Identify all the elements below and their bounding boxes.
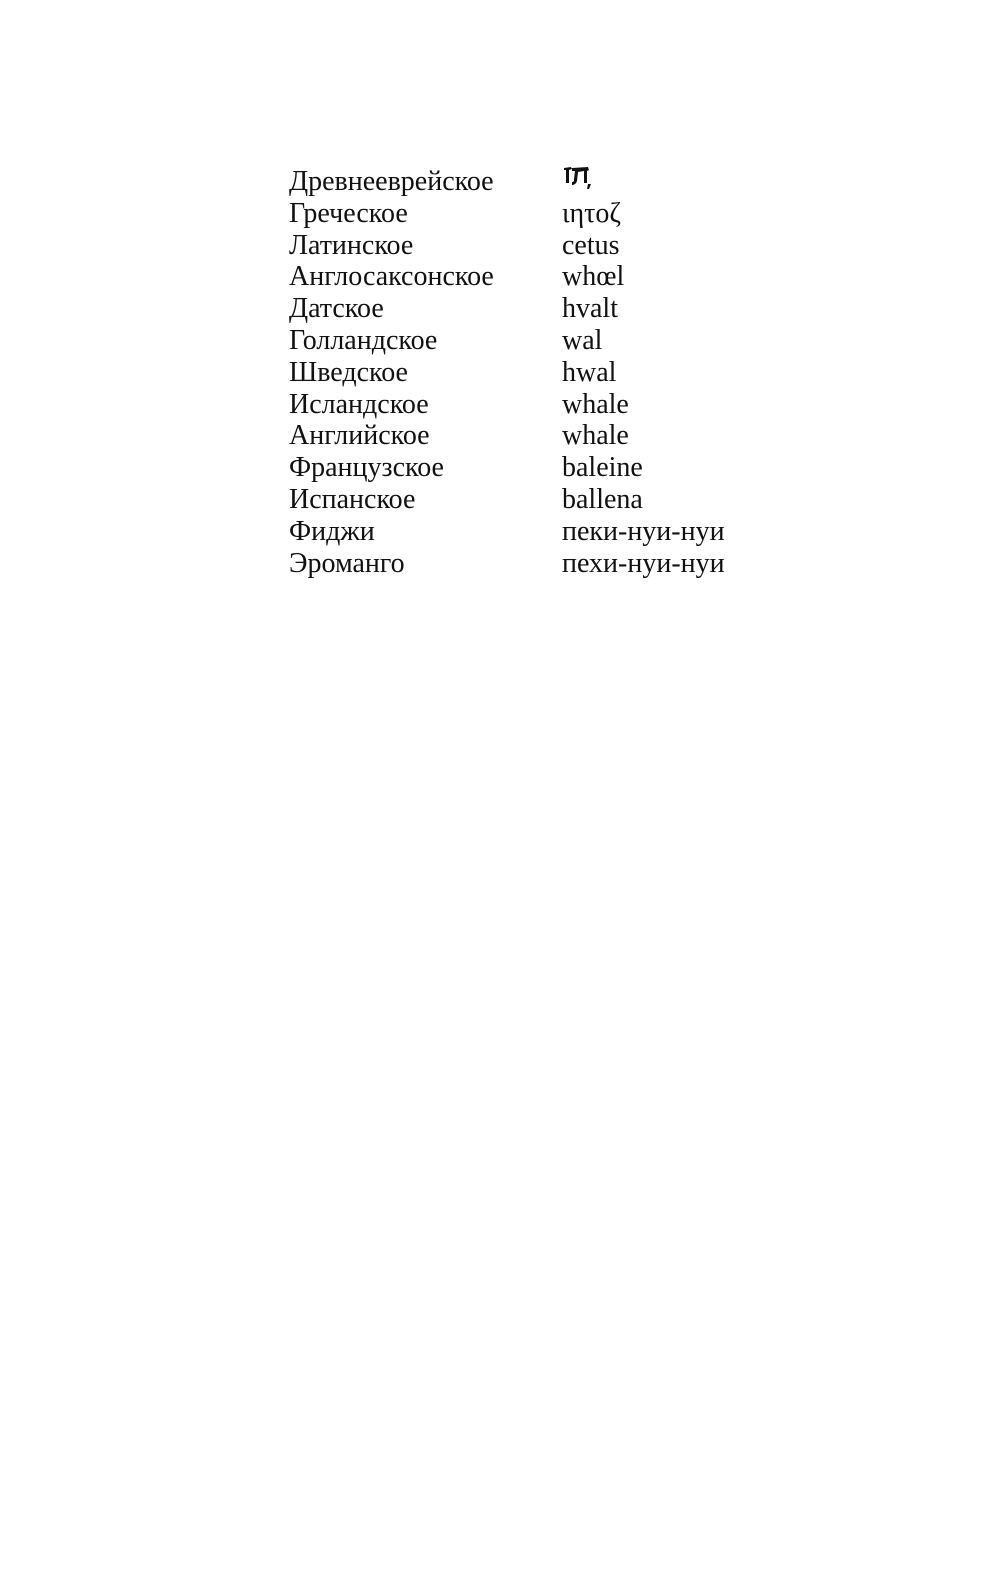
word-text: whale	[562, 388, 629, 420]
table-row	[289, 452, 762, 484]
table-row	[289, 164, 762, 198]
table-row	[289, 293, 762, 325]
hebrew-word-glyph	[562, 164, 592, 192]
table-row	[289, 198, 762, 230]
table-row	[289, 325, 762, 357]
table-row	[289, 484, 762, 516]
word-text: cetus	[562, 229, 620, 261]
language-name: Исландское	[289, 388, 429, 420]
whale-words-table	[289, 164, 762, 579]
language-name: Английское	[289, 420, 430, 452]
word-text: ιητοζ	[562, 197, 622, 229]
language-name: Фиджи	[289, 515, 375, 547]
word-text: пеки-нуи-нуи	[562, 515, 725, 547]
language-name: Греческое	[289, 197, 408, 229]
word-text: whale	[562, 420, 629, 452]
table-row	[289, 230, 762, 262]
language-name: Латинское	[289, 229, 414, 261]
word-text: пехи-нуи-нуи	[562, 547, 725, 579]
language-name: Испанское	[289, 483, 416, 515]
word-text: whœl	[562, 261, 625, 293]
language-name: Древнееврейское	[289, 166, 494, 197]
table-row	[289, 420, 762, 452]
table-row	[289, 516, 762, 548]
word-cell	[562, 164, 762, 198]
word-text: wal	[562, 324, 603, 356]
word-text: ballena	[562, 483, 643, 515]
word-text: hwal	[562, 356, 617, 388]
language-name: Голландское	[289, 324, 438, 356]
language-name: Шведское	[289, 356, 408, 388]
language-name: Англосаксонское	[289, 261, 494, 293]
word-text: baleine	[562, 452, 643, 484]
language-name: Датское	[289, 293, 384, 325]
table-row	[289, 357, 762, 389]
table-row	[289, 548, 762, 580]
language-name: Эроманго	[289, 547, 405, 579]
language-name: Французское	[289, 452, 444, 484]
word-text: hvalt	[562, 293, 618, 325]
table-row	[289, 389, 762, 421]
table-row	[289, 261, 762, 293]
